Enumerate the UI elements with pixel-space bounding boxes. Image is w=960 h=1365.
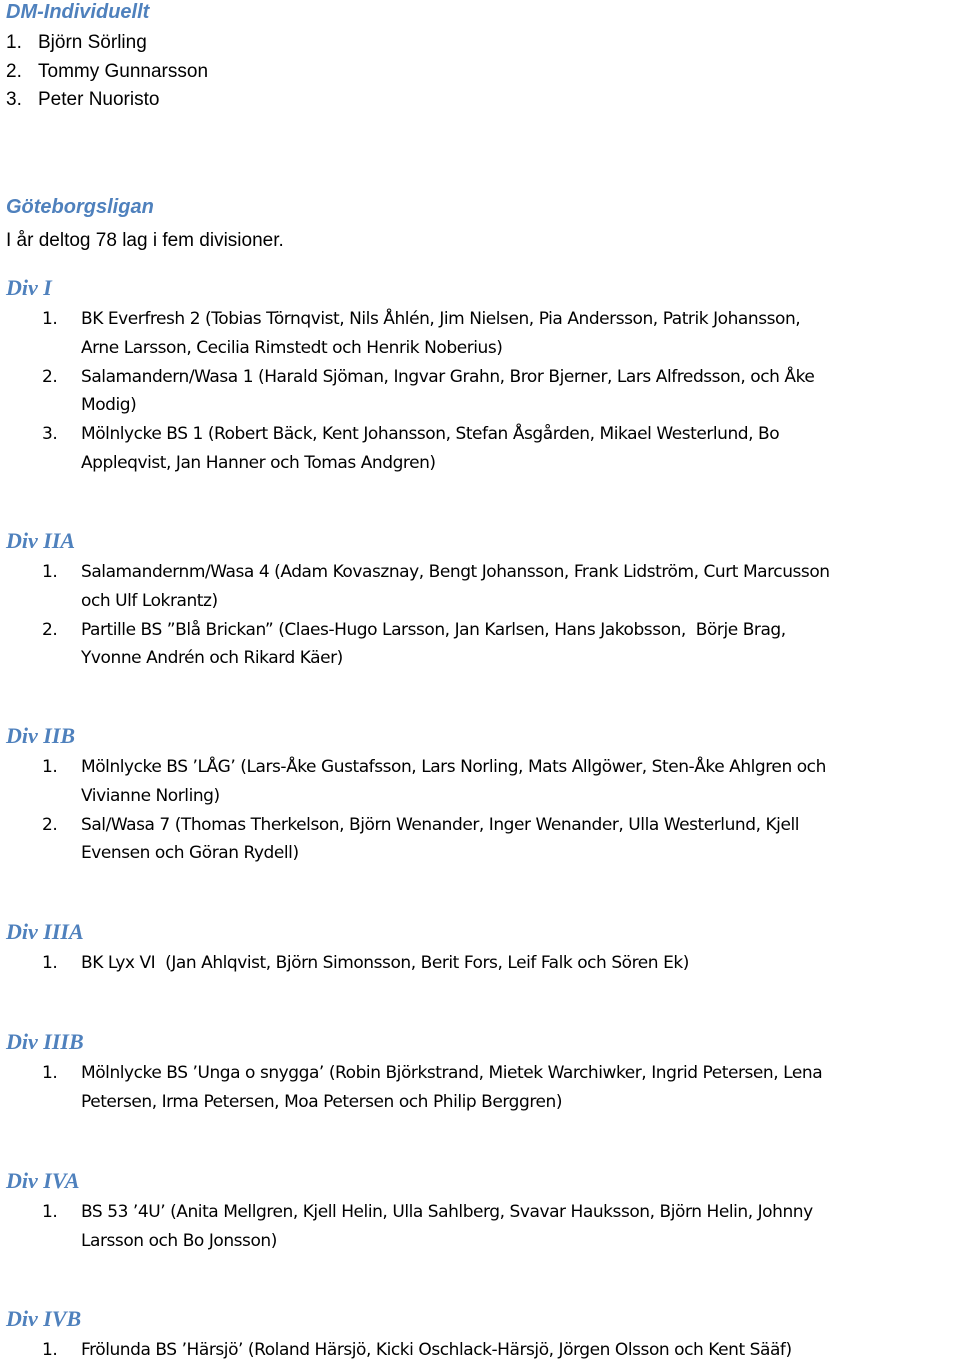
heading-dm-individuellt: DM-Individuellt [6, 1, 150, 23]
list-number: 1. [42, 562, 58, 582]
team-line-1: Mölnlycke BS 1 (Robert Bäck, Kent Johansson, Stefan Åsgården, Mikael Westerlund, Bo [81, 424, 780, 445]
division-list [0, 558, 960, 673]
division-div-iiia [0, 919, 960, 978]
list-item [0, 87, 208, 116]
list-number: 2. [6, 60, 22, 82]
player-name: Tommy Gunnarsson [38, 60, 209, 82]
list-number: 1. [6, 32, 22, 53]
division-list [0, 305, 960, 478]
list-number: 1. [42, 953, 58, 973]
list-item [0, 811, 960, 869]
list-number: 1. [42, 757, 58, 777]
team-line-2: Yvonne Andrén och Rikard Käer) [81, 648, 343, 669]
list-item [0, 305, 960, 363]
heading-goteborgsligan: Göteborgsligan [6, 196, 154, 218]
team-line-1: Frölunda BS ’Härsjö’ (Roland Härsjö, Kicki Oschlack-Härsjö, Jörgen Olsson och Kent Sääf) [81, 1340, 792, 1360]
team-line-1: BK Everfresh 2 (Tobias Törnqvist, Nils Åhlén, Jim Nielsen, Pia Andersson, Patrik Johansson, [81, 309, 801, 329]
list-item [0, 363, 960, 421]
division-heading: Div IIIB [6, 1029, 84, 1054]
list-number: 1. [42, 1202, 58, 1222]
team-line-2: och Ulf Lokrantz) [81, 590, 218, 611]
division-div-ivb [0, 1306, 960, 1365]
division-list [0, 1336, 960, 1365]
list-number: 1. [42, 1340, 58, 1360]
list-item [0, 420, 960, 478]
team-line-1: Salamandernm/Wasa 4 (Adam Kovasznay, Bengt Johansson, Frank Lidström, Curt Marcusson [81, 562, 830, 582]
team-line-1: Salamandern/Wasa 1 (Harald Sjöman, Ingvar Grahn, Bror Bjerner, Lars Alfredsson, och Åke [81, 366, 815, 387]
team-line-1: Mölnlycke BS ’LÅG’ (Lars-Åke Gustafsson, Lars Norling, Mats Allgöwer, Sten-Åke Ahlgren och [81, 757, 826, 777]
list-item [0, 616, 960, 674]
team-line-2: Appleqvist, Jan Hanner och Tomas Andgren) [81, 452, 436, 473]
team-line-1: Sal/Wasa 7 (Thomas Therkelson, Björn Wenander, Inger Wenander, Ulla Westerlund, Kjell [81, 814, 800, 835]
list-number: 2. [42, 619, 58, 640]
list-item [0, 1059, 960, 1117]
team-line-2: Petersen, Irma Petersen, Moa Petersen och Philip Berggren) [81, 1091, 563, 1112]
goteborgsligan-intro: I år deltog 78 lag i fem divisioner. [6, 230, 284, 251]
division-list [0, 753, 960, 868]
list-number: 3. [42, 424, 58, 445]
list-item [0, 1336, 960, 1365]
list-number: 3. [6, 89, 22, 111]
list-item [0, 753, 960, 811]
team-line-2: Vivianne Norling) [81, 785, 220, 806]
list-item [0, 949, 960, 978]
division-heading: Div IIA [6, 528, 76, 553]
division-heading: Div IVA [6, 1168, 80, 1193]
dm-individual-list [0, 30, 208, 116]
list-number: 1. [42, 1063, 58, 1083]
player-name: Peter Nuoristo [38, 89, 160, 111]
division-heading: Div IIB [6, 723, 76, 748]
division-list [0, 1198, 960, 1256]
list-number: 2. [42, 366, 58, 387]
team-line-2: Evensen och Göran Rydell) [81, 843, 299, 864]
division-div-iiib [0, 1029, 960, 1117]
list-item [0, 558, 960, 616]
division-div-iva [0, 1168, 960, 1256]
list-number: 2. [42, 814, 58, 835]
team-line-1: Partille BS ”Blå Brickan” (Claes-Hugo Larsson, Jan Karlsen, Hans Jakobsson, Börje Brag, [81, 619, 786, 640]
team-line-2: Arne Larsson, Cecilia Rimstedt och Henrik Noberius) [81, 337, 503, 358]
team-line-1: BS 53 ’4U’ (Anita Mellgren, Kjell Helin, Ulla Sahlberg, Svavar Hauksson, Björn Helin, Johnny [81, 1202, 813, 1222]
division-list [0, 1059, 960, 1117]
division-div-iia [0, 528, 960, 673]
team-line-2: Modig) [81, 395, 137, 416]
team-line-2: Larsson och Bo Jonsson) [81, 1230, 277, 1251]
list-item [0, 1198, 960, 1256]
division-heading: Div IVB [6, 1306, 82, 1331]
team-line-1: BK Lyx VI (Jan Ahlqvist, Björn Simonsson, Berit Fors, Leif Falk och Sören Ek) [81, 953, 689, 973]
list-item [0, 59, 208, 88]
division-heading: Div IIIA [6, 919, 84, 944]
division-div-i [0, 275, 960, 478]
division-list [0, 949, 960, 978]
division-div-iib [0, 723, 960, 868]
division-heading: Div I [6, 275, 52, 300]
list-item [0, 30, 208, 59]
team-line-1: Mölnlycke BS ’Unga o snygga’ (Robin Björkstrand, Mietek Warchiwker, Ingrid Petersen, Lena [81, 1063, 823, 1083]
player-name: Björn Sörling [38, 32, 147, 53]
list-number: 1. [42, 309, 58, 329]
